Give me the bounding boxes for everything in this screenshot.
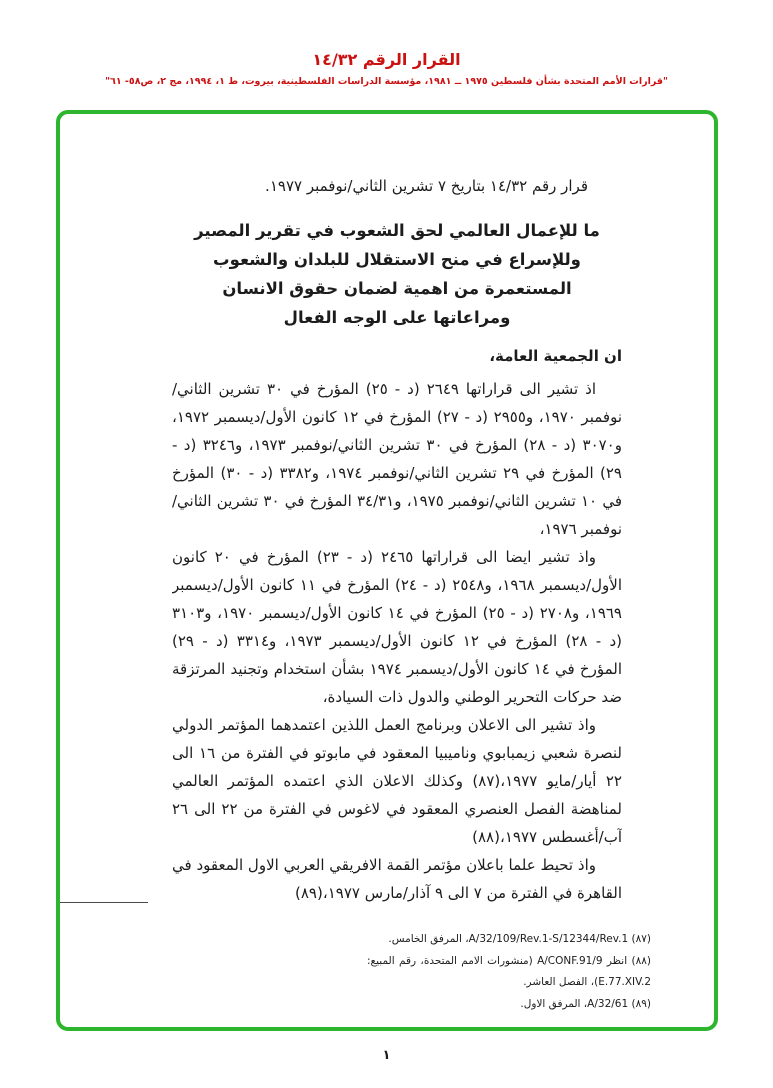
preambular-paragraph: واذ تحيط علما باعلان مؤتمر القمة الافريقي العربي الاول المعقود في القاهرة في الفترة من ٧ الى ٩ آذار/مارس ١٩٧٧،(٨٩) — [172, 856, 622, 902]
source-citation: "قرارات الأمم المتحدة بشأن فلسطين ١٩٧٥ ــ ١٩٨١، مؤسسة الدراسات الفلسطينية، بيروت، ط ١، ١٩٩٤، مج ٢، ص٥٨- ٦١" — [105, 76, 668, 87]
resolution-title-line: ما للإعمال العالمي لحق الشعوب في تقرير المصير — [194, 221, 600, 240]
preambular-paragraph: اذ تشير الى قراراتها ٢٦٤٩ (د - ٢٥) المؤرخ في ٣٠ تشرين الثاني/نوفمبر ١٩٧٠، و٢٩٥٥ (د - ٢٧) المؤرخ في ١٢ كانون الأول/ديسمبر ١٩٧٢، و٣٠٧٠ (د - ٢٨) المؤرخ في ٣٠ تشرين الثاني/نوفمبر ١٩٧٣، و٣٢٤٦ (د - ٢٩) المؤرخ في ٢٩ تشرين الثاني/نوفمبر ١٩٧٤، و٣٣٨٢ (د - ٣٠) المؤرخ في ١٠ تشرين الثاني/نوفمبر ١٩٧٥، و٣٤/٣١ المؤرخ في ٣٠ تشرين الثاني/نوفمبر ١٩٧٦، — [172, 380, 622, 538]
preambular-paragraph: واذ تشير الى الاعلان وبرنامج العمل اللذين اعتمدهما المؤتمر الدولي لنصرة شعبي زيمبابوي وناميبيا المعقود في مابوتو في الفترة من ١٦ الى ٢٢ أيار/مايو ١٩٧٧،(٨٧) وكذلك الاعلان الذي اعتمده المؤتمر العالمي لمناهضة الفصل العنصري المعقود في لاغوس في الفترة من ٢٢ الى ٢٦ آب/أغسطس ١٩٧٧،(٨٨) — [172, 716, 622, 846]
resolution-intro-line: قرار رقم ١٤/٣٢ بتاريخ ٧ تشرين الثاني/نوفمبر ١٩٧٧. — [265, 177, 588, 195]
footnote — [367, 951, 651, 993]
footnote-text: A/32/61، المرفق الاول. — [520, 998, 629, 1010]
resolution-title-line: ومراعاتها على الوجه الفعال — [283, 308, 511, 327]
header — [0, 50, 773, 87]
resolution-body — [172, 172, 622, 907]
resolution-number-heading: القرار الرقم ١٤/٣٢ — [312, 50, 461, 69]
resolution-title-line: المستعمرة من اهمية لضمان حقوق الانسان — [222, 279, 572, 298]
footnote-text: A/32/109/Rev.1-S/12344/Rev.1، المرفق الخامس. — [388, 933, 629, 945]
page-number: ١ — [382, 1048, 391, 1063]
footnotes-block — [367, 929, 651, 1016]
general-assembly-opening-line: ان الجمعية العامة، — [489, 347, 622, 365]
footnote-marker: (٨٨) — [631, 955, 651, 967]
footnote-text: انظر A/CONF.91/9 (منشورات الامم المتحدة، رقم المبيع: E.77.XIV.2)، الفصل العاشر. — [367, 955, 651, 988]
footnote-marker: (٨٩) — [631, 998, 651, 1010]
resolution-title-line: وللإسراع في منح الاستقلال للبلدان والشعوب — [213, 250, 581, 269]
preambular-paragraph: واذ تشير ايضا الى قراراتها ٢٤٦٥ (د - ٢٣) المؤرخ في ٢٠ كانون الأول/ديسمبر ١٩٦٨، و٢٥٤٨ (د - ٢٤) المؤرخ في ١١ كانون الأول/ديسمبر ١٩٦٩، و٢٧٠٨ (د - ٢٥) المؤرخ في ١٤ كانون الأول/ديسمبر ١٩٧٠، و٣١٠٣ (د - ٢٨) المؤرخ في ١٢ كانون الأول/ديسمبر ١٩٧٣، و٣٣١٤ (د - ٢٩) المؤرخ في ١٤ كانون الأول/ديسمبر ١٩٧٤ بشأن استخدام وتجنيد المرتزقة ضد حركات التحرير الوطني والدول ذات السيادة، — [172, 548, 622, 706]
footnote — [367, 994, 651, 1015]
footnote-marker: (٨٧) — [631, 933, 651, 945]
footnote-separator-rule — [60, 902, 148, 903]
footnote — [367, 929, 651, 950]
resolution-title-block — [172, 216, 622, 332]
